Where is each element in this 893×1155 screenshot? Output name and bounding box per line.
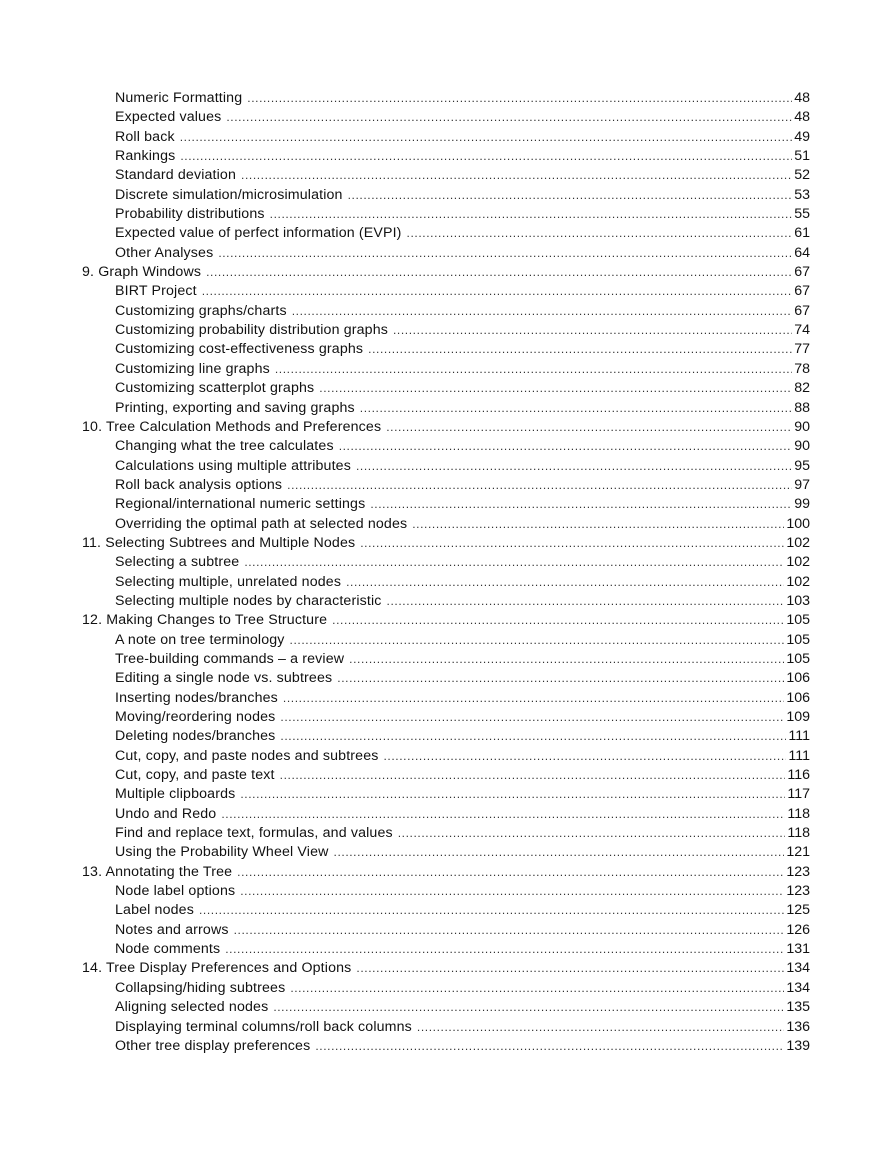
toc-entry-title: 9. Graph Windows [82,264,202,281]
toc-dot-leader [225,940,784,959]
toc-entry-page-number: 123 [786,883,810,900]
toc-entry-page-number: 134 [786,960,810,977]
toc-entry-title: 12. Making Changes to Tree Structure [82,612,328,629]
toc-section-entry [82,785,810,804]
toc-dot-leader [247,89,792,108]
toc-entry-title: Using the Probability Wheel View [115,844,329,861]
toc-entry-page-number: 134 [786,979,810,996]
toc-entry-page-number: 135 [786,999,810,1016]
toc-entry-page-number: 99 [794,496,810,513]
toc-dot-leader [226,108,792,127]
toc-section-entry [82,147,810,166]
toc-dot-leader [370,495,792,514]
toc-section-entry [82,360,810,379]
toc-chapter-entry [82,263,810,282]
toc-section-entry [82,282,810,301]
toc-dot-leader [280,727,786,746]
toc-dot-leader [280,708,784,727]
toc-entry-title: Find and replace text, formulas, and values [115,825,393,842]
toc-dot-leader [339,437,793,456]
toc-dot-leader [386,418,792,437]
toc-entry-title: Customizing line graphs [115,360,270,377]
toc-dot-leader [283,689,784,708]
toc-entry-title: Aligning selected nodes [115,999,269,1016]
toc-section-entry [82,89,810,108]
toc-entry-page-number: 95 [794,457,810,474]
toc-section-entry [82,302,810,321]
toc-dot-leader [407,224,793,243]
toc-entry-page-number: 74 [794,322,810,339]
toc-section-entry [82,669,810,688]
toc-entry-title: Customizing probability distribution graphs [115,322,388,339]
toc-entry-title: Deleting nodes/branches [115,728,276,745]
toc-entry-page-number: 102 [786,573,810,590]
toc-entry-title: Editing a single node vs. subtrees [115,670,333,687]
toc-entry-page-number: 136 [786,1018,810,1035]
toc-entry-title: Customizing scatterplot graphs [115,380,315,397]
toc-section-entry [82,843,810,862]
toc-entry-title: Selecting multiple nodes by characteristic [115,592,382,609]
toc-entry-page-number: 125 [786,902,810,919]
toc-entry-title: BIRT Project [115,283,197,300]
toc-dot-leader [356,959,784,978]
toc-chapter-entry [82,863,810,882]
toc-dot-leader [398,824,786,843]
toc-section-entry [82,650,810,669]
toc-entry-page-number: 118 [787,805,810,822]
toc-dot-leader [280,766,786,785]
toc-entry-title: Printing, exporting and saving graphs [115,399,355,416]
toc-dot-leader [287,476,792,495]
toc-entry-page-number: 105 [786,650,810,667]
toc-section-entry [82,747,810,766]
toc-entry-page-number: 67 [794,264,810,281]
toc-entry-page-number: 118 [787,825,810,842]
toc-dot-leader [360,534,784,553]
toc-entry-page-number: 61 [794,225,810,242]
toc-entry-page-number: 105 [786,612,810,629]
toc-entry-title: Regional/international numeric settings [115,496,366,513]
toc-entry-page-number: 51 [794,148,810,165]
table-of-contents [82,89,810,1056]
toc-dot-leader [332,611,784,630]
toc-dot-leader [292,302,793,321]
toc-dot-leader [337,669,784,688]
toc-entry-title: Label nodes [115,902,194,919]
toc-entry-page-number: 64 [794,244,810,261]
toc-section-entry [82,921,810,940]
toc-section-entry [82,340,810,359]
toc-entry-page-number: 116 [787,767,810,784]
toc-entry-page-number: 100 [786,515,810,532]
toc-dot-leader [319,379,792,398]
toc-entry-title: Node label options [115,883,236,900]
toc-entry-page-number: 102 [786,554,810,571]
toc-entry-title: Numeric Formatting [115,90,243,106]
toc-section-entry [82,689,810,708]
toc-section-entry [82,631,810,650]
toc-section-entry [82,321,810,340]
toc-dot-leader [346,573,784,592]
toc-entry-page-number: 123 [786,863,810,880]
toc-entry-title: Undo and Redo [115,805,217,822]
toc-entry-title: Selecting multiple, unrelated nodes [115,573,342,590]
toc-entry-title: Roll back [115,128,175,145]
toc-entry-page-number: 67 [794,283,810,300]
toc-entry-page-number: 126 [786,921,810,938]
toc-entry-title: Notes and arrows [115,921,229,938]
toc-dot-leader [241,166,792,185]
toc-section-entry [82,379,810,398]
toc-section-entry [82,824,810,843]
toc-entry-title: Expected values [115,109,222,126]
toc-dot-leader [206,263,792,282]
toc-entry-page-number: 55 [794,206,810,223]
toc-section-entry [82,727,810,746]
toc-dot-leader [273,998,784,1017]
toc-entry-page-number: 109 [786,709,810,725]
toc-section-entry [82,553,810,572]
toc-entry-title: Moving/reordering nodes [115,709,276,725]
toc-entry-title: Cut, copy, and paste text [115,767,275,784]
toc-entry-title: 10. Tree Calculation Methods and Preferences [82,418,382,435]
toc-dot-leader [387,592,785,611]
toc-dot-leader [393,321,792,340]
toc-entry-page-number: 105 [786,631,810,648]
toc-entry-page-number: 49 [794,128,810,145]
toc-section-entry [82,515,810,534]
toc-entry-page-number: 90 [794,438,810,455]
toc-dot-leader [275,360,792,379]
toc-entry-page-number: 48 [794,90,810,106]
toc-dot-leader [384,747,787,766]
toc-entry-title: Roll back analysis options [115,476,283,493]
toc-entry-page-number: 78 [794,360,810,377]
toc-section-entry [82,708,810,727]
toc-dot-leader [412,515,784,534]
toc-section-entry [82,805,810,824]
toc-dot-leader [290,979,784,998]
toc-section-entry [82,437,810,456]
toc-section-entry [82,882,810,901]
toc-entry-title: Cut, copy, and paste nodes and subtrees [115,747,379,764]
toc-section-entry [82,1037,810,1056]
toc-entry-page-number: 121 [786,844,810,861]
toc-entry-page-number: 102 [786,534,810,551]
toc-dot-leader [221,805,785,824]
toc-entry-page-number: 111 [788,728,810,745]
toc-section-entry [82,476,810,495]
toc-section-entry [82,108,810,127]
toc-entry-page-number: 77 [794,341,810,358]
toc-entry-page-number: 103 [786,592,810,609]
toc-dot-leader [356,457,792,476]
toc-dot-leader [417,1018,784,1037]
toc-dot-leader [202,282,793,301]
toc-chapter-entry [82,418,810,437]
toc-dot-leader [244,553,784,572]
toc-entry-page-number: 111 [788,747,810,764]
toc-entry-title: Probability distributions [115,206,265,223]
toc-section-entry [82,457,810,476]
toc-chapter-entry [82,611,810,630]
toc-entry-title: Displaying terminal columns/roll back columns [115,1018,412,1035]
toc-section-entry [82,901,810,920]
toc-entry-title: Overriding the optimal path at selected nodes [115,515,408,532]
toc-entry-title: 14. Tree Display Preferences and Options [82,960,352,977]
toc-dot-leader [237,863,784,882]
toc-dot-leader [368,340,792,359]
toc-section-entry [82,940,810,959]
toc-dot-leader [218,244,792,263]
toc-entry-page-number: 53 [794,186,810,203]
toc-section-entry [82,495,810,514]
toc-dot-leader [348,186,793,205]
toc-section-entry [82,186,810,205]
toc-entry-title: 13. Annotating the Tree [82,863,233,880]
toc-entry-page-number: 48 [794,109,810,126]
toc-section-entry [82,166,810,185]
toc-dot-leader [234,921,785,940]
toc-dot-leader [360,399,792,418]
toc-section-entry [82,592,810,611]
toc-entry-title: Other Analyses [115,244,214,261]
toc-entry-title: Other tree display preferences [115,1037,311,1054]
toc-dot-leader [240,785,785,804]
toc-entry-title: Expected value of perfect information (EVPI) [115,225,402,242]
toc-dot-leader [240,882,784,901]
toc-entry-title: Tree-building commands – a review [115,650,345,667]
toc-entry-title: Calculations using multiple attributes [115,457,351,474]
toc-entry-page-number: 106 [786,689,810,706]
toc-entry-page-number: 82 [794,380,810,397]
toc-section-entry [82,1018,810,1037]
toc-entry-page-number: 90 [794,418,810,435]
toc-entry-title: Collapsing/hiding subtrees [115,979,286,996]
toc-entry-title: Rankings [115,148,176,165]
toc-dot-leader [349,650,784,669]
toc-section-entry [82,998,810,1017]
toc-entry-title: Inserting nodes/branches [115,689,278,706]
toc-dot-leader [270,205,793,224]
toc-dot-leader [315,1037,784,1056]
toc-chapter-entry [82,534,810,553]
toc-entry-page-number: 67 [794,302,810,319]
toc-entry-page-number: 52 [794,167,810,184]
toc-entry-title: Selecting a subtree [115,554,240,571]
toc-entry-title: Multiple clipboards [115,786,236,803]
toc-entry-page-number: 139 [786,1037,810,1054]
toc-entry-page-number: 88 [794,399,810,416]
toc-entry-title: Standard deviation [115,167,237,184]
toc-entry-title: Node comments [115,941,221,958]
toc-section-entry [82,979,810,998]
toc-section-entry [82,399,810,418]
toc-entry-page-number: 131 [786,941,810,958]
toc-dot-leader [180,128,793,147]
toc-section-entry [82,244,810,263]
toc-entry-title: A note on tree terminology [115,631,285,648]
toc-entry-title: Customizing graphs/charts [115,302,287,319]
toc-section-entry [82,766,810,785]
toc-entry-title: Customizing cost-effectiveness graphs [115,341,364,358]
toc-entry-page-number: 106 [786,670,810,687]
toc-section-entry [82,128,810,147]
toc-entry-page-number: 117 [787,786,810,803]
toc-entry-title: Discrete simulation/microsimulation [115,186,343,203]
toc-entry-page-number: 97 [794,476,810,493]
toc-chapter-entry [82,959,810,978]
toc-dot-leader [180,147,792,166]
toc-entry-title: 11. Selecting Subtrees and Multiple Nodes [82,534,356,551]
toc-section-entry [82,224,810,243]
toc-section-entry [82,573,810,592]
toc-dot-leader [290,631,785,650]
toc-dot-leader [334,843,785,862]
toc-dot-leader [199,901,784,920]
toc-section-entry [82,205,810,224]
toc-entry-title: Changing what the tree calculates [115,438,334,455]
